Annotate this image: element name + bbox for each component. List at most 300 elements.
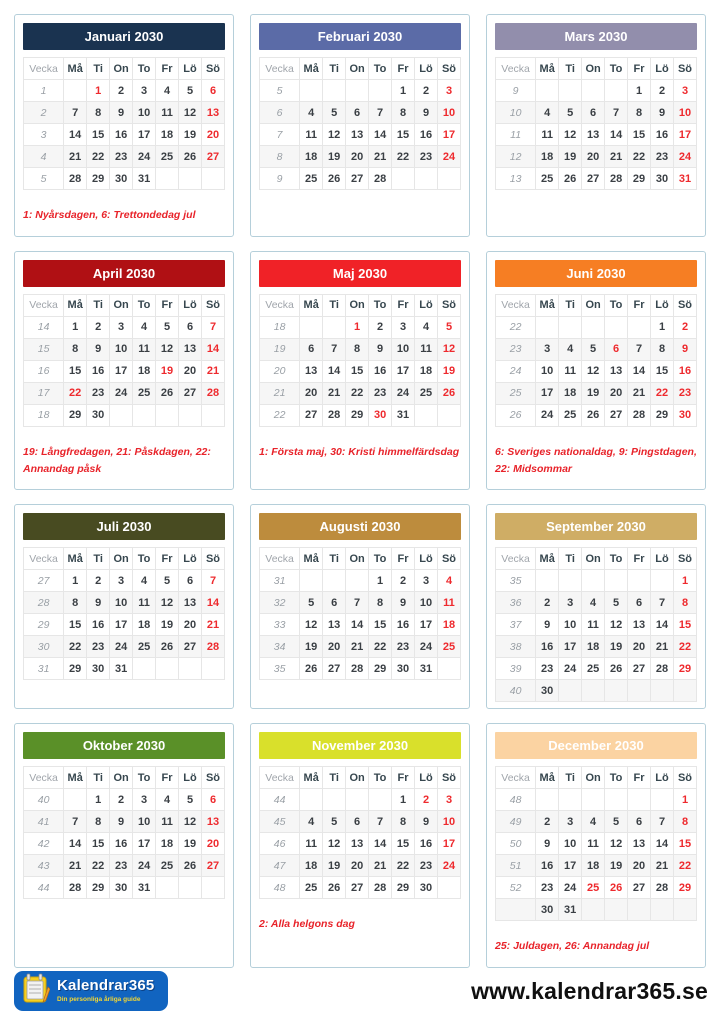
week-row [496, 658, 697, 680]
day-cell: 25 [415, 382, 438, 404]
day-cell: 1 [392, 80, 415, 102]
weekday-header: Ti [559, 294, 582, 316]
weekday-header: Sö [438, 548, 461, 570]
day-cell: 24 [392, 382, 415, 404]
weekday-header: Lö [179, 767, 202, 789]
weekday-header: Lö [415, 294, 438, 316]
empty-day-cell [64, 80, 87, 102]
day-cell: 28 [628, 404, 651, 426]
week-number: 52 [496, 877, 536, 899]
weekday-header-row [24, 294, 225, 316]
day-cell: 7 [202, 570, 225, 592]
weekday-header: Sö [202, 58, 225, 80]
week-number: 24 [496, 360, 536, 382]
day-cell: 13 [323, 614, 346, 636]
weekday-header-row [24, 548, 225, 570]
day-cell: 19 [323, 146, 346, 168]
empty-day-cell [202, 877, 225, 899]
empty-day-cell [559, 570, 582, 592]
day-cell: 15 [64, 614, 87, 636]
empty-day-cell [156, 168, 179, 190]
day-cell: 29 [87, 168, 110, 190]
month-table [259, 547, 461, 680]
day-cell: 7 [628, 338, 651, 360]
week-number: 31 [260, 570, 300, 592]
empty-day-cell [369, 789, 392, 811]
empty-day-cell [110, 404, 133, 426]
day-cell: 8 [64, 592, 87, 614]
week-column-header: Vecka [24, 548, 64, 570]
day-cell: 10 [110, 338, 133, 360]
day-cell: 19 [438, 360, 461, 382]
day-cell: 2 [674, 316, 697, 338]
day-cell: 13 [179, 592, 202, 614]
day-cell: 28 [651, 658, 674, 680]
day-cell: 20 [300, 382, 323, 404]
day-cell: 11 [438, 592, 461, 614]
day-cell: 10 [674, 102, 697, 124]
day-cell: 18 [300, 855, 323, 877]
week-row [260, 168, 461, 190]
day-cell: 2 [536, 811, 559, 833]
day-cell: 10 [415, 592, 438, 614]
day-cell: 2 [87, 316, 110, 338]
empty-day-cell [179, 658, 202, 680]
day-cell: 12 [179, 102, 202, 124]
week-row [24, 614, 225, 636]
day-cell: 30 [536, 899, 559, 921]
empty-day-cell [438, 658, 461, 680]
weekday-header: Lö [415, 548, 438, 570]
week-row [260, 316, 461, 338]
weekday-header-row [496, 548, 697, 570]
day-cell: 22 [369, 636, 392, 658]
day-cell: 1 [87, 80, 110, 102]
weekday-header: Må [64, 767, 87, 789]
day-cell: 28 [64, 877, 87, 899]
day-cell: 23 [110, 855, 133, 877]
day-cell: 26 [323, 168, 346, 190]
day-cell: 25 [156, 146, 179, 168]
month-table [23, 57, 225, 190]
week-number: 47 [260, 855, 300, 877]
day-cell: 26 [156, 636, 179, 658]
day-cell: 8 [392, 102, 415, 124]
day-cell: 11 [300, 833, 323, 855]
day-cell: 18 [536, 146, 559, 168]
week-row [496, 316, 697, 338]
day-cell: 31 [559, 899, 582, 921]
week-number: 40 [24, 789, 64, 811]
day-cell: 13 [628, 614, 651, 636]
day-cell: 18 [582, 855, 605, 877]
month-card [14, 504, 234, 709]
weekday-header: Må [64, 294, 87, 316]
week-column-header: Vecka [24, 294, 64, 316]
day-cell: 18 [156, 124, 179, 146]
empty-day-cell [202, 168, 225, 190]
week-number: 51 [496, 855, 536, 877]
day-cell: 29 [64, 658, 87, 680]
day-cell: 7 [651, 811, 674, 833]
day-cell: 11 [536, 124, 559, 146]
day-cell: 6 [323, 592, 346, 614]
day-cell: 1 [87, 789, 110, 811]
weekday-header: Ti [87, 548, 110, 570]
day-cell: 10 [110, 592, 133, 614]
week-number: 26 [496, 404, 536, 426]
day-cell: 17 [674, 124, 697, 146]
week-row [260, 124, 461, 146]
empty-day-cell [133, 404, 156, 426]
month-title: Januari 2030 [23, 23, 225, 50]
empty-day-cell [323, 789, 346, 811]
day-cell: 11 [156, 102, 179, 124]
week-number: 17 [24, 382, 64, 404]
week-row [24, 102, 225, 124]
day-cell: 10 [438, 102, 461, 124]
day-cell: 10 [133, 102, 156, 124]
month-card [250, 723, 470, 968]
day-cell: 16 [392, 614, 415, 636]
day-cell: 16 [674, 360, 697, 382]
empty-day-cell [605, 789, 628, 811]
week-row [24, 404, 225, 426]
weekday-header: Fr [392, 58, 415, 80]
day-cell: 5 [179, 789, 202, 811]
day-cell: 20 [202, 124, 225, 146]
week-number: 38 [496, 636, 536, 658]
day-cell: 29 [346, 404, 369, 426]
day-cell: 22 [64, 636, 87, 658]
weekday-header: To [605, 294, 628, 316]
week-number: 2 [24, 102, 64, 124]
day-cell: 26 [559, 168, 582, 190]
empty-day-cell [536, 570, 559, 592]
month-title: Mars 2030 [495, 23, 697, 50]
day-cell: 20 [628, 636, 651, 658]
empty-day-cell [300, 789, 323, 811]
empty-day-cell [300, 570, 323, 592]
day-cell: 9 [536, 614, 559, 636]
empty-day-cell [369, 80, 392, 102]
day-cell: 27 [179, 636, 202, 658]
weekday-header-row [260, 294, 461, 316]
day-cell: 3 [438, 789, 461, 811]
day-cell: 23 [674, 382, 697, 404]
day-cell: 12 [605, 833, 628, 855]
day-cell: 29 [369, 658, 392, 680]
day-cell: 11 [559, 360, 582, 382]
day-cell: 25 [300, 877, 323, 899]
day-cell: 9 [110, 811, 133, 833]
day-cell: 14 [628, 360, 651, 382]
day-cell: 24 [133, 146, 156, 168]
day-cell: 27 [628, 658, 651, 680]
week-number: 1 [24, 80, 64, 102]
day-cell: 28 [605, 168, 628, 190]
day-cell: 26 [605, 877, 628, 899]
weekday-header: Ti [87, 294, 110, 316]
week-row [260, 877, 461, 899]
week-number: 36 [496, 592, 536, 614]
weekday-header: To [605, 767, 628, 789]
week-row [496, 636, 697, 658]
day-cell: 30 [651, 168, 674, 190]
day-cell: 9 [536, 833, 559, 855]
day-cell: 12 [156, 592, 179, 614]
day-cell: 4 [536, 102, 559, 124]
day-cell: 17 [110, 360, 133, 382]
day-cell: 9 [369, 338, 392, 360]
week-number: 9 [260, 168, 300, 190]
day-cell: 30 [674, 404, 697, 426]
weekday-header: Må [536, 548, 559, 570]
empty-day-cell [156, 658, 179, 680]
day-cell: 5 [582, 338, 605, 360]
day-cell: 2 [536, 592, 559, 614]
day-cell: 31 [133, 168, 156, 190]
week-number: 22 [496, 316, 536, 338]
month-card [14, 14, 234, 237]
empty-day-cell [559, 789, 582, 811]
day-cell: 1 [392, 789, 415, 811]
day-cell: 25 [582, 658, 605, 680]
day-cell: 11 [582, 614, 605, 636]
month-holiday-notes: 1: Första maj, 30: Kristi himmelfärdsdag [259, 445, 460, 458]
weekday-header: Lö [179, 548, 202, 570]
month-holiday-notes: 1: Nyårsdagen, 6: Trettondedag jul [23, 209, 196, 221]
day-cell: 15 [674, 614, 697, 636]
week-number: 48 [496, 789, 536, 811]
day-cell: 18 [156, 833, 179, 855]
empty-day-cell [179, 877, 202, 899]
week-row [24, 168, 225, 190]
weekday-header: Fr [156, 548, 179, 570]
day-cell: 28 [369, 168, 392, 190]
day-cell: 26 [582, 404, 605, 426]
day-cell: 8 [369, 592, 392, 614]
day-cell: 6 [628, 592, 651, 614]
weekday-header: Lö [415, 767, 438, 789]
day-cell: 24 [559, 877, 582, 899]
week-number: 32 [260, 592, 300, 614]
day-cell: 17 [392, 360, 415, 382]
day-cell: 16 [536, 636, 559, 658]
day-cell: 14 [323, 360, 346, 382]
weekday-header: Fr [628, 548, 651, 570]
day-cell: 3 [133, 80, 156, 102]
kalendrar365-logo[interactable] [14, 971, 168, 1011]
empty-day-cell [582, 680, 605, 702]
day-cell: 28 [202, 636, 225, 658]
day-cell: 31 [392, 404, 415, 426]
empty-day-cell [392, 168, 415, 190]
weekday-header: To [133, 58, 156, 80]
day-cell: 2 [415, 789, 438, 811]
weekday-header: Fr [628, 294, 651, 316]
day-cell: 19 [300, 636, 323, 658]
day-cell: 13 [346, 833, 369, 855]
empty-day-cell [133, 658, 156, 680]
day-cell: 2 [392, 570, 415, 592]
weekday-header: Lö [415, 58, 438, 80]
empty-day-cell [605, 899, 628, 921]
day-cell: 25 [300, 168, 323, 190]
empty-day-cell [323, 80, 346, 102]
day-cell: 9 [415, 102, 438, 124]
day-cell: 18 [582, 636, 605, 658]
week-number: 37 [496, 614, 536, 636]
day-cell: 12 [156, 338, 179, 360]
weekday-header: Sö [202, 767, 225, 789]
empty-day-cell [559, 80, 582, 102]
day-cell: 30 [536, 680, 559, 702]
day-cell: 14 [369, 833, 392, 855]
week-number: 30 [24, 636, 64, 658]
empty-day-cell [438, 404, 461, 426]
week-row [24, 360, 225, 382]
week-row [24, 592, 225, 614]
week-number: 31 [24, 658, 64, 680]
day-cell: 18 [438, 614, 461, 636]
month-table [495, 766, 697, 921]
weekday-header-row [260, 548, 461, 570]
month-title: September 2030 [495, 513, 697, 540]
day-cell: 4 [156, 80, 179, 102]
weekday-header-row [496, 58, 697, 80]
week-number: 23 [496, 338, 536, 360]
week-row [496, 855, 697, 877]
day-cell: 17 [133, 833, 156, 855]
week-row [496, 899, 697, 921]
day-cell: 17 [559, 636, 582, 658]
weekday-header: On [346, 548, 369, 570]
day-cell: 7 [369, 102, 392, 124]
day-cell: 18 [415, 360, 438, 382]
day-cell: 8 [392, 811, 415, 833]
day-cell: 24 [536, 404, 559, 426]
weekday-header: On [110, 294, 133, 316]
empty-day-cell [536, 80, 559, 102]
month-title: Oktober 2030 [23, 732, 225, 759]
day-cell: 25 [559, 404, 582, 426]
weekday-header: To [369, 767, 392, 789]
day-cell: 9 [110, 102, 133, 124]
month-card [14, 723, 234, 968]
day-cell: 7 [346, 592, 369, 614]
week-number: 14 [24, 316, 64, 338]
day-cell: 6 [605, 338, 628, 360]
day-cell: 2 [369, 316, 392, 338]
week-number: 5 [24, 168, 64, 190]
day-cell: 14 [651, 833, 674, 855]
weekday-header: Fr [156, 767, 179, 789]
weekday-header: Lö [179, 58, 202, 80]
week-number: 33 [260, 614, 300, 636]
month-card [486, 723, 706, 968]
weekday-header: Fr [628, 767, 651, 789]
day-cell: 12 [179, 811, 202, 833]
week-number: 20 [260, 360, 300, 382]
day-cell: 3 [438, 80, 461, 102]
day-cell: 8 [64, 338, 87, 360]
empty-day-cell [605, 680, 628, 702]
day-cell: 15 [392, 833, 415, 855]
weekday-header: On [582, 548, 605, 570]
day-cell: 22 [674, 855, 697, 877]
month-card [486, 14, 706, 237]
day-cell: 4 [133, 316, 156, 338]
week-number: 35 [496, 570, 536, 592]
day-cell: 18 [300, 146, 323, 168]
day-cell: 3 [110, 570, 133, 592]
month-table [495, 294, 697, 427]
day-cell: 15 [87, 833, 110, 855]
day-cell: 19 [582, 382, 605, 404]
day-cell: 21 [628, 382, 651, 404]
empty-day-cell [605, 316, 628, 338]
day-cell: 20 [605, 382, 628, 404]
weekday-header: To [605, 58, 628, 80]
day-cell: 28 [202, 382, 225, 404]
month-holiday-notes: 25: Juldagen, 26: Annandag jul [495, 940, 650, 953]
weekday-header: Sö [674, 767, 697, 789]
week-row [260, 360, 461, 382]
week-number: 21 [260, 382, 300, 404]
day-cell: 7 [651, 592, 674, 614]
week-number: 13 [496, 168, 536, 190]
day-cell: 26 [323, 877, 346, 899]
day-cell: 16 [536, 855, 559, 877]
day-cell: 25 [536, 168, 559, 190]
empty-day-cell [202, 404, 225, 426]
week-row [496, 338, 697, 360]
day-cell: 4 [156, 789, 179, 811]
empty-day-cell [651, 899, 674, 921]
weekday-header: Lö [651, 58, 674, 80]
month-title: Februari 2030 [259, 23, 461, 50]
day-cell: 6 [179, 570, 202, 592]
week-row [260, 855, 461, 877]
day-cell: 24 [438, 855, 461, 877]
day-cell: 5 [605, 592, 628, 614]
empty-day-cell [300, 80, 323, 102]
weekday-header: Sö [438, 58, 461, 80]
weekday-header: Fr [628, 58, 651, 80]
week-row [24, 833, 225, 855]
month-table [23, 294, 225, 427]
day-cell: 13 [179, 338, 202, 360]
day-cell: 14 [369, 124, 392, 146]
month-title: December 2030 [495, 732, 697, 759]
day-cell: 19 [605, 636, 628, 658]
day-cell: 22 [64, 382, 87, 404]
day-cell: 22 [651, 382, 674, 404]
day-cell: 21 [64, 855, 87, 877]
day-cell: 31 [674, 168, 697, 190]
weekday-header: On [110, 767, 133, 789]
week-column-header: Vecka [496, 548, 536, 570]
empty-day-cell [156, 877, 179, 899]
day-cell: 18 [133, 360, 156, 382]
day-cell: 16 [110, 124, 133, 146]
day-cell: 20 [323, 636, 346, 658]
week-row [496, 404, 697, 426]
empty-day-cell [346, 80, 369, 102]
empty-day-cell [156, 404, 179, 426]
week-row [24, 811, 225, 833]
